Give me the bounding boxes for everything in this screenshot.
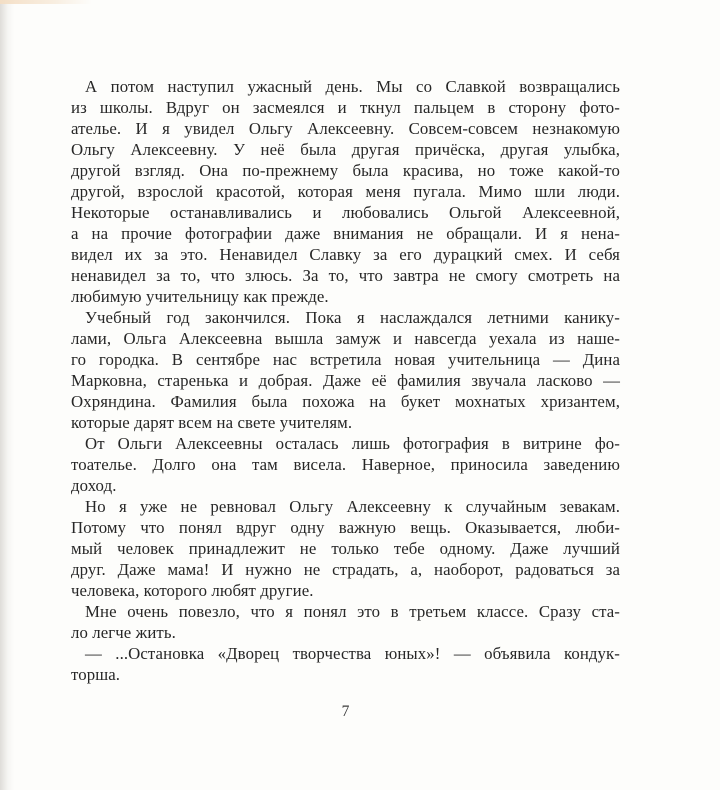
text-line: — ...Остановка «Дворец творчества юных»! — объявила кондук- (85, 644, 620, 663)
text-line: Ольгу Алексеевну. У неё была другая причёска, другая улыбка, (71, 140, 620, 159)
text-line: Марковна, старенька и добрая. Даже её фамилия звучала ласково — (71, 371, 620, 390)
text-line: человека, которого любят другие. (71, 581, 314, 600)
text-line: Учебный год закончился. Пока я наслаждался летними канику- (85, 308, 620, 327)
text-line: торша. (71, 665, 121, 684)
text-line: Мне очень повезло, что я понял это в третьем классе. Сразу ста- (85, 602, 620, 621)
text-line: друг. Даже мама! И нужно не страдать, а, наоборот, радоваться за (71, 560, 620, 579)
text-line: Но я уже не ревновал Ольгу Алексеевну к случайным зевакам. (85, 497, 620, 516)
text-line: другой, взрослой красотой, которая меня пугала. Мимо шли люди. (71, 182, 620, 201)
text-line: из школы. Вдруг он засмеялся и ткнул пальцем в сторону фото- (71, 98, 620, 117)
text-line: ло легче жить. (71, 623, 176, 642)
text-line: доход. (71, 476, 117, 495)
text-block (71, 76, 620, 685)
text-line: тоателье. Долго она там висела. Наверное, приносила заведению (71, 455, 620, 474)
text-line: Некоторые останавливались и любовались Ольгой Алексеевной, (71, 203, 620, 222)
text-line: ненавидел за то, что злюсь. За то, что завтра не смогу смотреть на (71, 266, 620, 285)
text-line: лами, Ольга Алексеевна вышла замуж и навсегда уехала из наше- (71, 329, 620, 348)
scan-edge-shadow (0, 0, 14, 790)
text-line: Охряндина. Фамилия была похожа на букет мохнатых хризантем, (71, 392, 620, 411)
text-line: Потому что понял вдруг одну важную вещь. Оказывается, люби- (71, 518, 620, 537)
text-line: го городка. В сентябре нас встретила новая учительница — Дина (71, 350, 620, 369)
text-line: другой взгляд. Она по-прежнему была красива, но тоже какой-то (71, 161, 620, 180)
text-line: А потом наступил ужасный день. Мы со Славкой возвращались (85, 77, 620, 96)
page-number: 7 (341, 703, 350, 720)
text-line: ателье. И я увидел Ольгу Алексеевну. Совсем-совсем незнакомую (71, 119, 620, 138)
scan-corner-artifact (0, 0, 92, 4)
text-line: а на прочие фотографии даже внимания не обращали. И я нена- (71, 224, 620, 243)
text-line: любимую учительницу как прежде. (71, 287, 329, 306)
text-line: которые дарят всем на свете учителям. (71, 413, 353, 432)
text-line: От Ольги Алексеевны осталась лишь фотография в витрине фо- (85, 434, 620, 453)
text-line: видел их за это. Ненавидел Славку за его дурацкий смех. И себя (71, 245, 620, 264)
text-line: мый человек принадлежит не только тебе одному. Даже лучший (71, 539, 620, 558)
